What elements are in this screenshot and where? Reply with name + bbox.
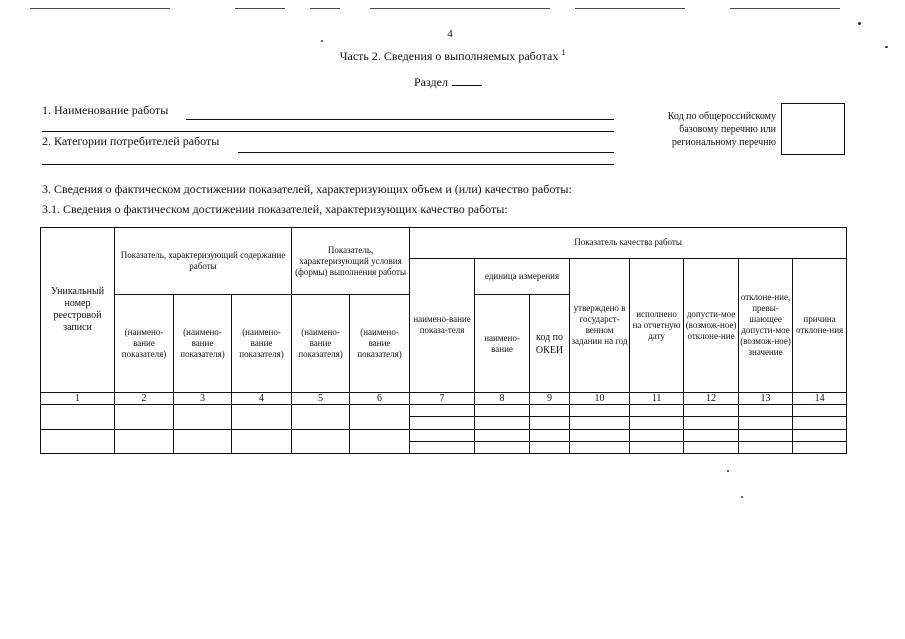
- column-number: 8: [475, 392, 530, 404]
- scan-border-line: [235, 8, 285, 9]
- header-indicator-name: (наимено-вание показателя): [350, 295, 410, 393]
- column-number: 7: [410, 392, 475, 404]
- scan-border-line: [730, 8, 840, 9]
- column-number: 2: [115, 392, 174, 404]
- work-name-input-line-2[interactable]: [42, 131, 614, 132]
- header-indicator-name: (наимено-вание показателя): [232, 295, 292, 393]
- scan-speck: [858, 22, 861, 25]
- section-field: [414, 75, 482, 90]
- consumers-label: 2. Категории потребителей работы: [42, 134, 220, 148]
- table-cell[interactable]: [530, 405, 570, 417]
- table-cell[interactable]: [684, 429, 739, 441]
- scan-speck: [885, 46, 888, 48]
- page-number: 4: [447, 28, 453, 40]
- code-label-line: базовому перечню или: [679, 124, 776, 135]
- quality-table: [40, 227, 847, 454]
- table-cell[interactable]: [232, 429, 292, 454]
- header-conditions-indicator: Показатель, характеризующий условия (формы) выполнения работы: [292, 228, 410, 295]
- header-unit-name: наимено-вание: [475, 295, 530, 393]
- column-number: 11: [630, 392, 684, 404]
- table-cell[interactable]: [630, 405, 684, 417]
- scan-speck: [741, 496, 743, 498]
- scan-border-line: [370, 8, 550, 9]
- column-number: 6: [350, 392, 410, 404]
- table-cell[interactable]: [570, 429, 630, 441]
- part-title: [0, 48, 905, 64]
- scan-speck: [727, 470, 729, 472]
- column-number: 10: [570, 392, 630, 404]
- section-blank[interactable]: [452, 75, 482, 86]
- column-number: 4: [232, 392, 292, 404]
- table-cell[interactable]: [174, 405, 232, 429]
- header-content-indicator: Показатель, характеризующий содержание работы: [115, 228, 292, 295]
- header-okei-code: код по ОКЕИ: [530, 295, 570, 393]
- header-executed: исполнено на отчетную дату: [630, 258, 684, 392]
- table-cell[interactable]: [630, 429, 684, 441]
- table-cell[interactable]: [793, 429, 847, 441]
- consumers-input-line[interactable]: [238, 152, 614, 153]
- table-cell[interactable]: [739, 405, 793, 417]
- table-cell[interactable]: [232, 405, 292, 429]
- table-cell[interactable]: [684, 441, 739, 453]
- column-number: 13: [739, 392, 793, 404]
- scan-border-line: [575, 8, 685, 9]
- header-indicator-name: (наимено-вание показателя): [115, 295, 174, 393]
- table-cell[interactable]: [739, 429, 793, 441]
- header-deviation-reason: причина отклоне-ния: [793, 258, 847, 392]
- column-number: 12: [684, 392, 739, 404]
- table-cell[interactable]: [41, 405, 115, 429]
- table-cell[interactable]: [174, 429, 232, 454]
- code-label-line: Код по общероссийскому: [667, 111, 776, 122]
- code-label: [640, 110, 776, 149]
- table-cell[interactable]: [410, 405, 475, 417]
- scan-border-line: [310, 8, 340, 9]
- table-cell[interactable]: [410, 417, 475, 429]
- header-unit: единица измерения: [475, 258, 570, 295]
- table-cell[interactable]: [530, 441, 570, 453]
- header-quality-name: наимено-вание показа-теля: [410, 258, 475, 392]
- table-cell[interactable]: [350, 429, 410, 454]
- table-cell[interactable]: [475, 441, 530, 453]
- table-cell[interactable]: [793, 441, 847, 453]
- table-cell[interactable]: [530, 429, 570, 441]
- table-cell[interactable]: [475, 417, 530, 429]
- table-cell[interactable]: [630, 441, 684, 453]
- heading-3-1: 3.1. Сведения о фактическом достижении показателей, характеризующих качество работы:: [42, 202, 508, 216]
- column-number: 3: [174, 392, 232, 404]
- table-cell[interactable]: [115, 405, 174, 429]
- table-cell[interactable]: [292, 405, 350, 429]
- header-indicator-name: (наимено-вание показателя): [174, 295, 232, 393]
- table-cell[interactable]: [475, 429, 530, 441]
- code-label-line: региональному перечню: [671, 137, 776, 148]
- scan-speck: [321, 40, 323, 42]
- table-cell[interactable]: [115, 429, 174, 454]
- table-cell[interactable]: [793, 405, 847, 417]
- code-box[interactable]: [781, 103, 845, 155]
- table-cell[interactable]: [410, 441, 475, 453]
- table-cell[interactable]: [570, 417, 630, 429]
- header-indicator-name: (наимено-вание показателя): [292, 295, 350, 393]
- table-cell[interactable]: [630, 417, 684, 429]
- column-number: 14: [793, 392, 847, 404]
- table-cell[interactable]: [739, 417, 793, 429]
- table-cell[interactable]: [684, 405, 739, 417]
- heading-3: 3. Сведения о фактическом достижении показателей, характеризующих объем и (или) качество работы:: [42, 182, 572, 196]
- header-excess-deviation: отклоне-ние, превы-шающее допусти-мое (возмож-ное) значение: [739, 258, 793, 392]
- table-cell[interactable]: [739, 441, 793, 453]
- table-cell[interactable]: [475, 405, 530, 417]
- work-name-label: 1. Наименование работы: [42, 103, 169, 117]
- table-cell[interactable]: [570, 441, 630, 453]
- header-unique-number: Уникальный номер реестровой записи: [41, 228, 115, 393]
- header-quality-indicator: Показатель качества работы: [410, 228, 847, 259]
- header-approved: утверждено в государст-венном задании на год: [570, 258, 630, 392]
- part-title-text: Часть 2. Сведения о выполняемых работах: [339, 49, 559, 63]
- header-allowed-deviation: допусти-мое (возмож-ное) отклоне-ние: [684, 258, 739, 392]
- part-title-footnote: 1: [561, 48, 566, 57]
- table-cell[interactable]: [530, 417, 570, 429]
- table-cell[interactable]: [793, 417, 847, 429]
- column-number: 1: [41, 392, 115, 404]
- scan-border-line: [30, 8, 170, 9]
- section-label: Раздел: [414, 75, 448, 89]
- work-name-input-line[interactable]: [186, 119, 614, 120]
- column-number: 5: [292, 392, 350, 404]
- column-number: 9: [530, 392, 570, 404]
- table-cell[interactable]: [570, 405, 630, 417]
- table-cell[interactable]: [350, 405, 410, 429]
- table-cell[interactable]: [41, 429, 115, 454]
- table-cell[interactable]: [410, 429, 475, 441]
- table-cell[interactable]: [684, 417, 739, 429]
- consumers-input-line-2[interactable]: [42, 164, 614, 165]
- table-cell[interactable]: [292, 429, 350, 454]
